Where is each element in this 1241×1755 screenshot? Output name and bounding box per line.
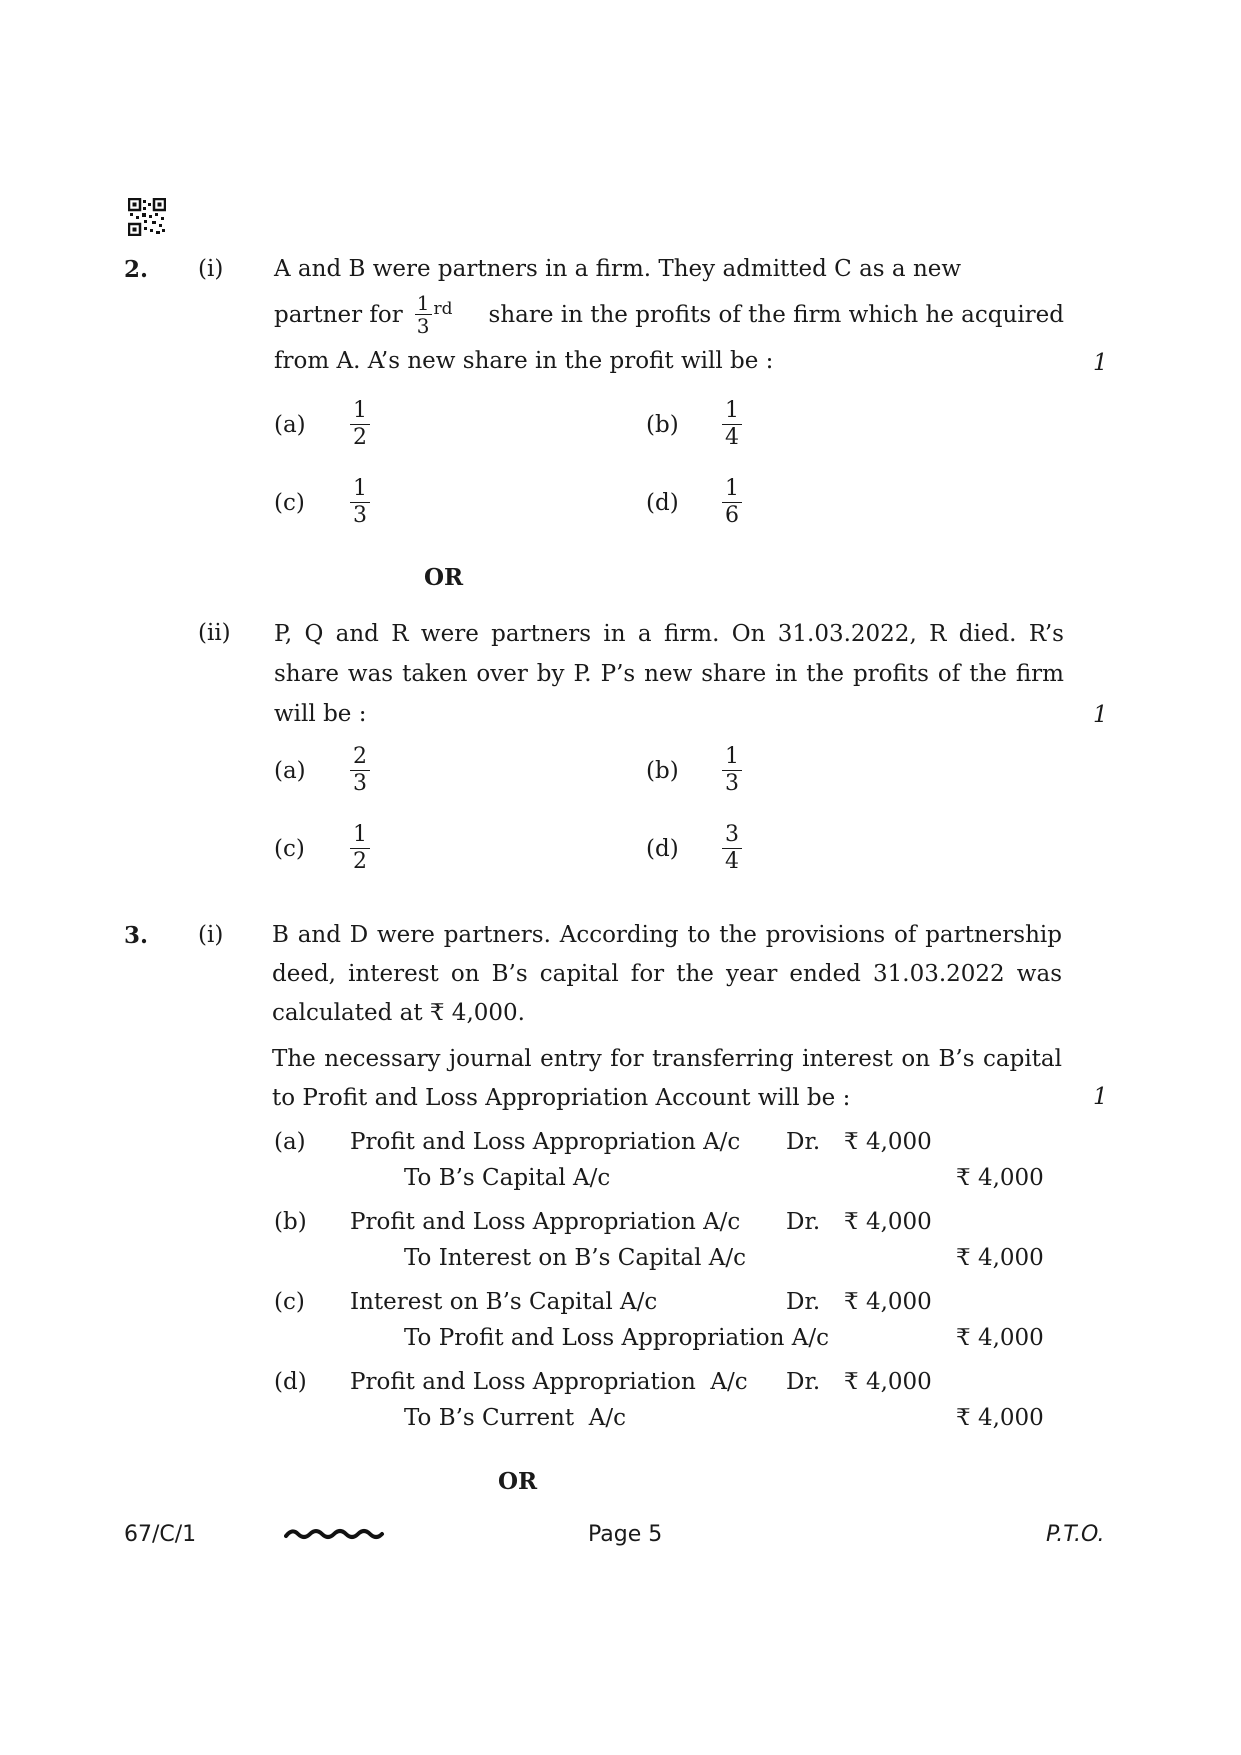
marks: 1 (1093, 702, 1108, 728)
fraction-numerator: 3 (722, 822, 742, 849)
option-label: (b) (646, 758, 679, 784)
question-text (274, 614, 1064, 734)
journal-debit-account: Profit and Loss Appropriation A/c (350, 1209, 741, 1235)
option-fraction (722, 822, 742, 875)
option-fraction (350, 822, 370, 875)
question-text-line: The necessary journal entry for transferring interest on B’s capital (272, 1046, 1062, 1072)
fraction-numerator: 1 (722, 398, 742, 425)
fraction-numerator: 1 (416, 291, 430, 315)
fraction-numerator: 1 (350, 822, 370, 849)
or-separator: OR (424, 564, 464, 591)
question-text-line: to Profit and Loss Appropriation Account will be : (272, 1085, 851, 1111)
fraction-denominator: 6 (725, 503, 739, 528)
fraction-numerator: 1 (350, 398, 370, 425)
question-text (272, 916, 1062, 1033)
fraction-denominator: 3 (353, 771, 367, 796)
option-label: (b) (274, 1209, 307, 1235)
part-label: (ii) (198, 620, 231, 646)
journal-debit-account: Profit and Loss Appropriation A/c (350, 1129, 741, 1155)
fraction (415, 292, 432, 337)
option-label: (c) (274, 836, 305, 862)
debit-amount: ₹ 4,000 (844, 1289, 932, 1315)
part-label: (i) (198, 256, 224, 282)
question-text-line: A and B were partners in a firm. They admitted C as a new (274, 256, 962, 282)
option-label: (c) (274, 490, 305, 516)
journal-credit-account: To B’s Current A/c (404, 1405, 626, 1431)
debit-amount: ₹ 4,000 (844, 1209, 932, 1235)
option-label: (c) (274, 1289, 305, 1315)
part-label: (i) (198, 922, 224, 948)
journal-debit-account: Profit and Loss Appropriation A/c (350, 1369, 748, 1395)
option-fraction (722, 476, 742, 529)
fraction-denominator: 2 (353, 425, 367, 450)
option-fraction (722, 398, 742, 451)
question-text-line: will be : (274, 701, 367, 727)
fraction-numerator: 1 (722, 744, 742, 771)
credit-amount: ₹ 4,000 (956, 1325, 1044, 1351)
fraction-denominator: 3 (416, 314, 430, 338)
option-fraction (722, 744, 742, 797)
option-label: (b) (646, 412, 679, 438)
wave-ornament-icon (284, 1524, 386, 1544)
question-text-line: deed, interest on B’s capital for the year ended 31.03.2022 was (272, 961, 1062, 987)
option-fraction (350, 476, 370, 529)
journal-credit-account: To B’s Capital A/c (404, 1165, 611, 1191)
option-label: (a) (274, 412, 306, 438)
fraction-numerator: 1 (350, 476, 370, 503)
paper-code: 67/C/1 (124, 1522, 197, 1547)
fraction-denominator: 4 (725, 425, 739, 450)
question-text-line (274, 292, 1064, 337)
debit-marker: Dr. (786, 1129, 821, 1155)
question-text-line: calculated at ₹ 4,000. (272, 1000, 525, 1026)
option-fraction (350, 744, 370, 797)
debit-marker: Dr. (786, 1289, 821, 1315)
fraction-denominator: 3 (353, 503, 367, 528)
credit-amount: ₹ 4,000 (956, 1245, 1044, 1271)
question-text (272, 1040, 1062, 1118)
option-label: (a) (274, 1129, 306, 1155)
question-number: 3. (124, 922, 149, 949)
option-label: (d) (646, 490, 679, 516)
option-label: (a) (274, 758, 306, 784)
or-separator: OR (498, 1468, 538, 1495)
fraction-denominator: 4 (725, 849, 739, 874)
option-label: (d) (646, 836, 679, 862)
marks: 1 (1093, 350, 1108, 376)
question-text-fragment: partner for (274, 301, 403, 328)
fraction-suffix: rd (433, 298, 453, 319)
journal-credit-account: To Profit and Loss Appropriation A/c (404, 1325, 830, 1351)
fraction-numerator: 2 (350, 744, 370, 771)
debit-amount: ₹ 4,000 (844, 1129, 932, 1155)
debit-marker: Dr. (786, 1209, 821, 1235)
fraction-denominator: 2 (353, 849, 367, 874)
marks: 1 (1093, 1084, 1108, 1110)
option-fraction (350, 398, 370, 451)
question-text-line: P, Q and R were partners in a firm. On 31.03.2022, R died. R’s (274, 621, 1064, 647)
fraction-denominator: 3 (725, 771, 739, 796)
question-text-line: from A. A’s new share in the profit will be : (274, 348, 774, 374)
question-text-fragment: share in the profits of the firm which he acquired (488, 301, 1064, 328)
option-label: (d) (274, 1369, 307, 1395)
journal-credit-account: To Interest on B’s Capital A/c (404, 1245, 746, 1271)
fraction-numerator: 1 (722, 476, 742, 503)
credit-amount: ₹ 4,000 (956, 1165, 1044, 1191)
question-text-line: B and D were partners. According to the provisions of partnership (272, 922, 1062, 948)
journal-debit-account: Interest on B’s Capital A/c (350, 1289, 658, 1315)
debit-marker: Dr. (786, 1369, 821, 1395)
question-number: 2. (124, 256, 149, 283)
please-turn-over: P.T.O. (1046, 1522, 1105, 1547)
qr-code-icon (128, 198, 166, 236)
debit-amount: ₹ 4,000 (844, 1369, 932, 1395)
question-text (274, 256, 1064, 282)
page-number: Page 5 (588, 1522, 663, 1547)
credit-amount: ₹ 4,000 (956, 1405, 1044, 1431)
question-text-line: share was taken over by P. P’s new share in the profits of the firm (274, 661, 1064, 687)
